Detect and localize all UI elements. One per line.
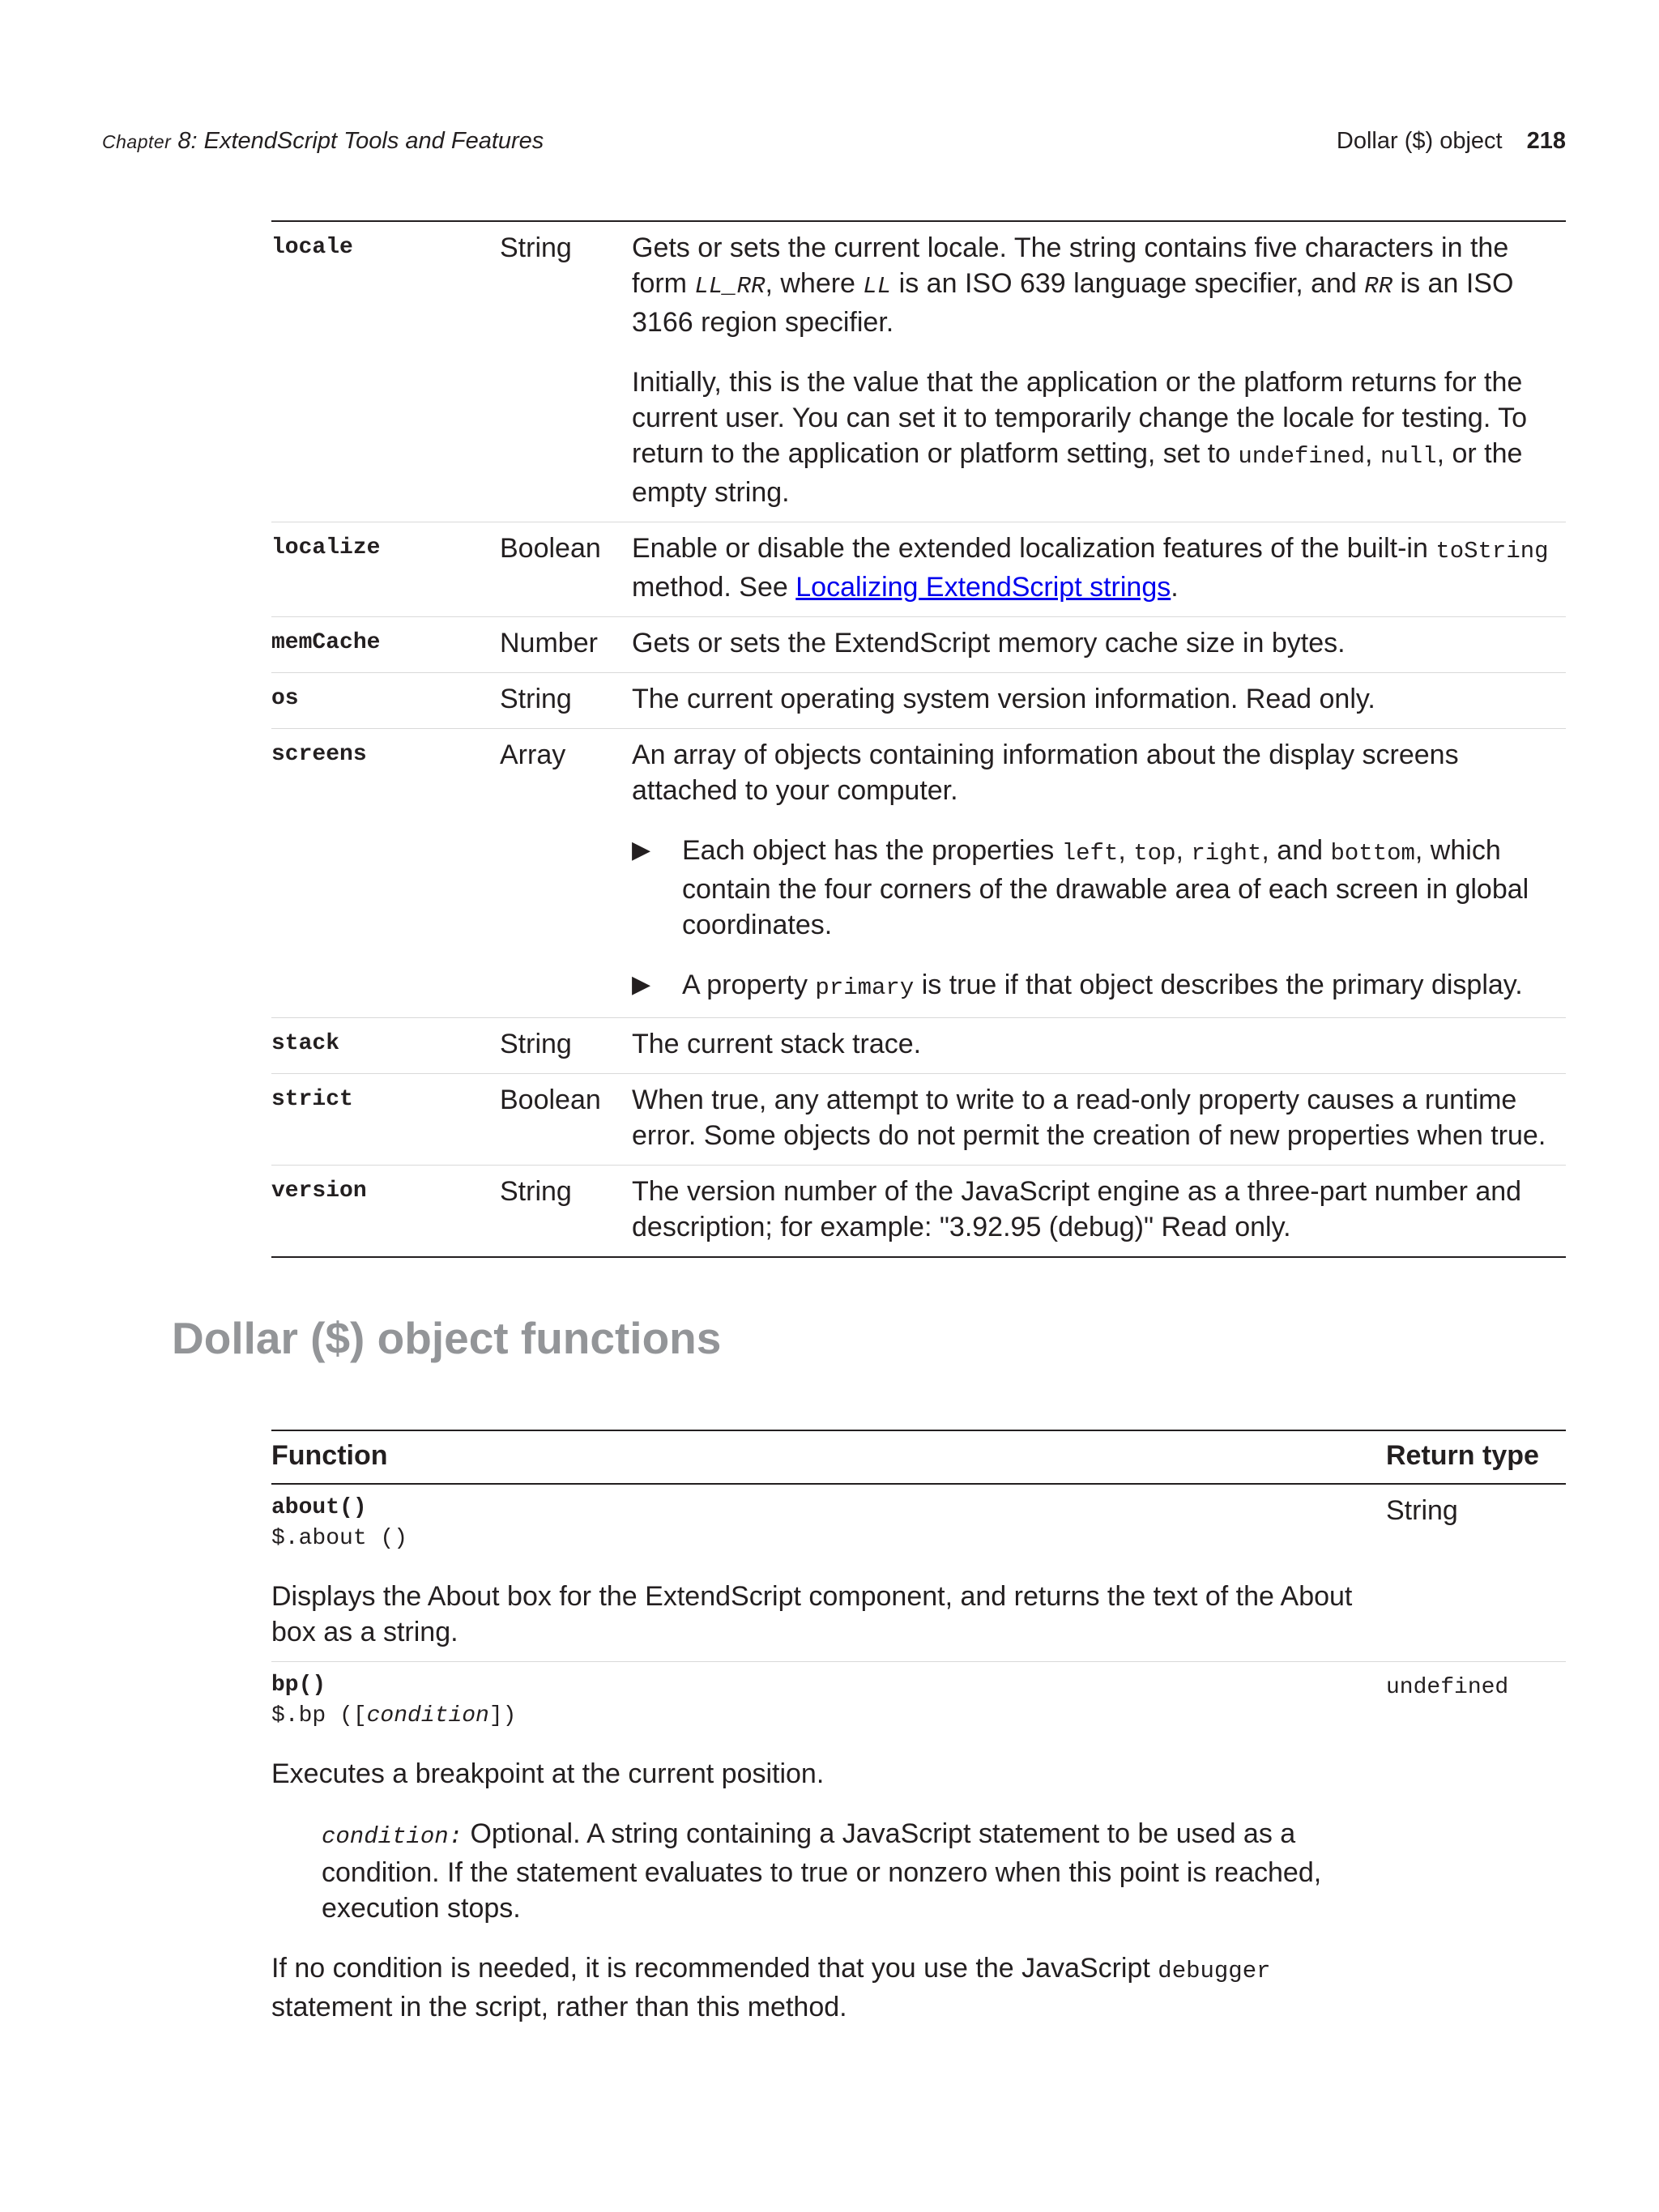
localizing-strings-link[interactable]: Localizing ExtendScript strings xyxy=(795,572,1171,603)
inline-code: LL xyxy=(863,273,892,300)
bullet-list xyxy=(632,833,1566,1006)
list-item: ▶ A property primary is true if that object describes the primary display. xyxy=(632,967,1566,1006)
function-summary: Executes a breakpoint at the current position. xyxy=(271,1758,825,1789)
property-type: String xyxy=(500,1166,632,1258)
triangle-bullet-icon: ▶ xyxy=(632,837,651,863)
function-row-bp xyxy=(271,1662,1566,2037)
property-row-memcache xyxy=(271,617,1566,673)
inline-code: toString xyxy=(1435,538,1549,565)
property-description: The version number of the JavaScript engine as a three-part number and description; for example: "3.92.95 (debug)" Read only. xyxy=(632,1166,1566,1258)
page-header xyxy=(102,128,1566,155)
property-description: The current stack trace. xyxy=(632,1018,1566,1074)
properties-table xyxy=(271,220,1566,1258)
property-type: String xyxy=(500,232,572,263)
property-row-stack xyxy=(271,1018,1566,1074)
list-item: ▶ Each object has the properties left, top, right, and bottom, which contain the four corners of the drawable area of each screen in global coordinates. xyxy=(632,833,1566,943)
property-type: Array xyxy=(500,729,632,1018)
table-header-row xyxy=(271,1430,1566,1484)
property-row-os xyxy=(271,673,1566,729)
section-name: Dollar ($) object xyxy=(1336,128,1503,154)
inline-code: null xyxy=(1380,443,1437,470)
property-description: The current operating system version information. Read only. xyxy=(632,673,1566,729)
property-name: localize xyxy=(271,522,500,617)
function-name: bp() xyxy=(271,1673,326,1698)
column-header-function: Function xyxy=(271,1430,1386,1484)
inline-code: LL_RR xyxy=(694,273,766,300)
chapter-title xyxy=(102,128,544,155)
function-name: about() xyxy=(271,1495,367,1520)
property-name: stack xyxy=(271,1018,500,1074)
property-description xyxy=(632,221,1566,522)
page-number: 218 xyxy=(1526,128,1566,154)
description-paragraph: Initially, this is the value that the application or the platform returns for the current user. You can set it to temporarily change the locale for testing. To return to the application or platform setting, set to undefined, null, or the empty string. xyxy=(632,367,1528,508)
chapter-name: 8: ExtendScript Tools and Features xyxy=(171,128,544,154)
property-description xyxy=(632,729,1566,1018)
triangle-bullet-icon: ▶ xyxy=(632,971,651,998)
property-name: locale xyxy=(271,235,353,260)
return-type: String xyxy=(1386,1495,1458,1526)
section-heading: Dollar ($) object functions xyxy=(172,1313,722,1363)
property-row-locale xyxy=(271,221,1566,522)
property-type: String xyxy=(500,673,632,729)
function-signature: $.bp ([condition]) xyxy=(271,1703,517,1728)
property-row-screens xyxy=(271,729,1566,1018)
property-name: strict xyxy=(271,1074,500,1166)
property-row-version xyxy=(271,1166,1566,1258)
property-name: os xyxy=(271,673,500,729)
property-type: Number xyxy=(500,617,632,673)
property-row-localize xyxy=(271,522,1566,617)
property-row-strict xyxy=(271,1074,1566,1166)
parameter-name: condition: xyxy=(322,1823,463,1850)
header-right xyxy=(1337,128,1566,155)
parameter-description: condition: Optional. A string containing a JavaScript statement to be used as a condition. If the statement evaluates to true or nonzero when this point is reached, execution stops. xyxy=(322,1818,1322,1924)
description-paragraph: Gets or sets the current locale. The string contains five characters in the form LL_RR, where LL is an ISO 639 language specifier, and RR is an ISO 3166 region specifier. xyxy=(632,232,1514,338)
function-note: If no condition is needed, it is recommended that you use the JavaScript debugger statement in the script, rather than this method. xyxy=(271,1953,1271,2022)
property-type: String xyxy=(500,1018,632,1074)
function-description xyxy=(271,1662,1386,2037)
property-description: Gets or sets the ExtendScript memory cache size in bytes. xyxy=(632,617,1566,673)
inline-code: RR xyxy=(1364,273,1393,300)
function-signature: $.about () xyxy=(271,1526,408,1551)
function-description xyxy=(271,1484,1386,1662)
property-type: Boolean xyxy=(500,1074,632,1166)
inline-code: undefined xyxy=(1238,443,1366,470)
functions-table xyxy=(271,1430,1566,2036)
column-header-return-type: Return type xyxy=(1386,1430,1566,1484)
function-summary: Displays the About box for the ExtendScript component, and returns the text of the About box as a string. xyxy=(271,1581,1353,1647)
chapter-label: Chapter xyxy=(102,131,172,152)
property-type: Boolean xyxy=(500,522,632,617)
property-name: version xyxy=(271,1166,500,1258)
property-name: screens xyxy=(271,729,500,1018)
inline-code: debugger xyxy=(1158,1958,1271,1984)
description-paragraph: An array of objects containing information about the display screens attached to your computer. xyxy=(632,739,1459,806)
return-type: undefined xyxy=(1386,1662,1566,2037)
property-name: memCache xyxy=(271,617,500,673)
property-description: Enable or disable the extended localization features of the built-in toString method. See Localizing ExtendScript strings. xyxy=(632,522,1566,617)
property-description: When true, any attempt to write to a read-only property causes a runtime error. Some objects do not permit the creation of new properties when true. xyxy=(632,1074,1566,1166)
function-row-about xyxy=(271,1484,1566,1662)
